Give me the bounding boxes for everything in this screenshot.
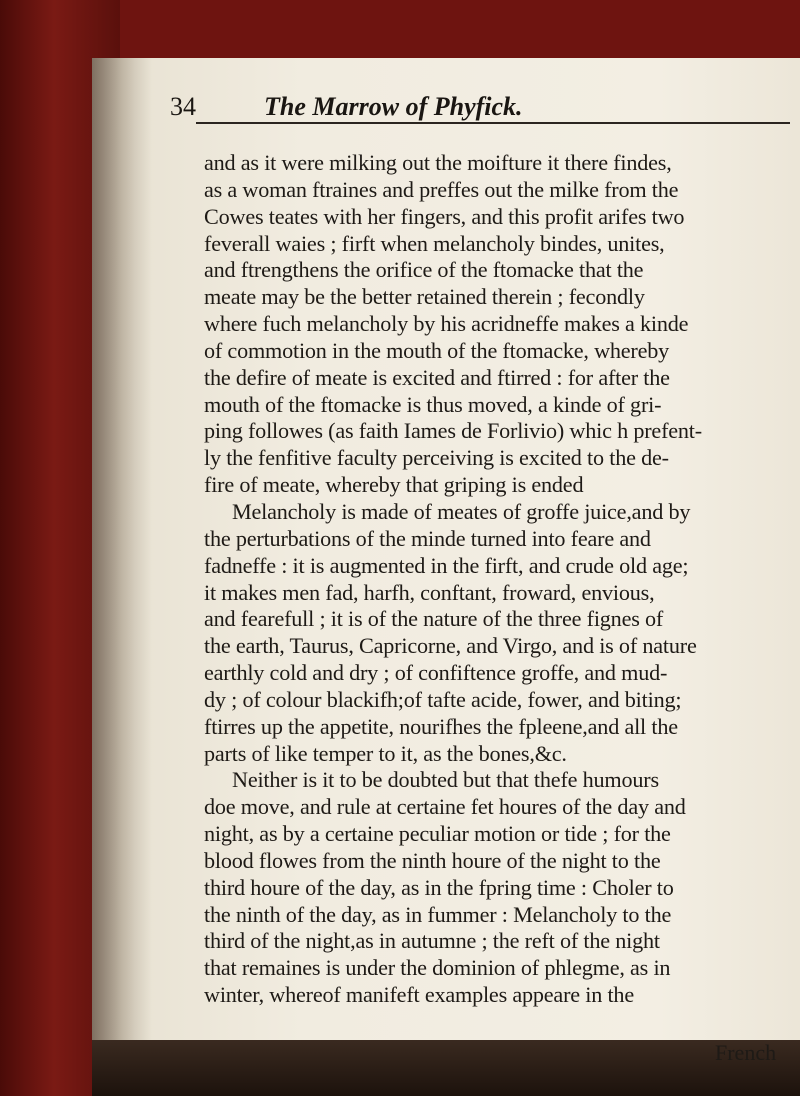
text-line: ly the fenfitive faculty perceiving is excited to the de-	[204, 445, 669, 471]
text-line: meate may be the better retained therein ; fecondly	[204, 284, 645, 310]
text-line: mouth of the ftomacke is thus moved, a kinde of gri-	[204, 391, 662, 417]
text-line: that remaines is under the dominion of phlegme, as in	[204, 955, 671, 981]
text-line: doe move, and rule at certaine fet houres of the day and	[204, 794, 686, 820]
text-line: dy ; of colour blackifh;of tafte acide, fower, and biting;	[204, 686, 682, 712]
text-line: as a woman ftraines and preffes out the milke from the	[204, 176, 679, 202]
text-line: where fuch melancholy by his acridneffe makes a kinde	[204, 311, 689, 337]
text-line: earthly cold and dry ; of confiftence groffe, and mud-	[204, 660, 668, 686]
running-head: The Marrow of Phyfick.	[264, 92, 523, 121]
text-line: the ninth of the day, as in fummer : Melancholy to the	[204, 901, 672, 927]
text-line: fadneffe : it is augmented in the firft, and crude old age;	[204, 552, 689, 578]
catchword: French	[715, 1040, 777, 1065]
text-line: the earth, Taurus, Capricorne, and Virgo, and is of nature	[204, 633, 697, 659]
text-line: and ftrengthens the orifice of the ftomacke that the	[204, 257, 644, 283]
header-rule	[196, 122, 790, 124]
text-line: of commotion in the mouth of the ftomacke, whereby	[204, 337, 670, 363]
text-line: Cowes teates with her fingers, and this profit arifes two	[204, 203, 685, 229]
text-line: Neither is it to be doubted but that thefe humours	[232, 767, 659, 793]
text-line: the defire of meate is excited and ftirred : for after the	[204, 364, 670, 390]
page-header	[170, 92, 800, 136]
text-line: ping followes (as faith Iames de Forlivio) whic h prefent-	[204, 418, 702, 444]
text-line: blood flowes from the ninth houre of the night to the	[204, 847, 661, 873]
text-line: fire of meate, whereby that griping is ended	[204, 472, 584, 498]
text-line: and as it were milking out the moifture it there findes,	[204, 150, 672, 175]
text-line: winter, whereof manifeft examples appeare in the	[204, 982, 634, 1008]
text-line: Melancholy is made of meates of groffe juice,and by	[232, 498, 691, 524]
page-gutter-shadow	[92, 58, 152, 1058]
text-line: feverall waies ; firft when melancholy bindes, unites,	[204, 230, 665, 256]
text-line: third houre of the day, as in the fpring time : Choler to	[204, 874, 674, 900]
text-line: it makes men fad, harfh, conftant, froward, envious,	[204, 579, 655, 605]
text-line: third of the night,as in autumne ; the reft of the night	[204, 928, 660, 954]
text-line: ftirres up the appetite, nourifhes the fpleene,and all the	[204, 713, 678, 739]
page-bottom-shadow	[92, 1040, 800, 1096]
page-number: 34	[170, 92, 196, 121]
body-text	[204, 150, 794, 1009]
text-line: night, as by a certaine peculiar motion or tide ; for the	[204, 821, 671, 847]
text-line: parts of like temper to it, as the bones,&c.	[204, 740, 567, 766]
text-line: and fearefull ; it is of the nature of the three fignes of	[204, 606, 664, 632]
text-line: the perturbations of the minde turned into feare and	[204, 525, 651, 551]
